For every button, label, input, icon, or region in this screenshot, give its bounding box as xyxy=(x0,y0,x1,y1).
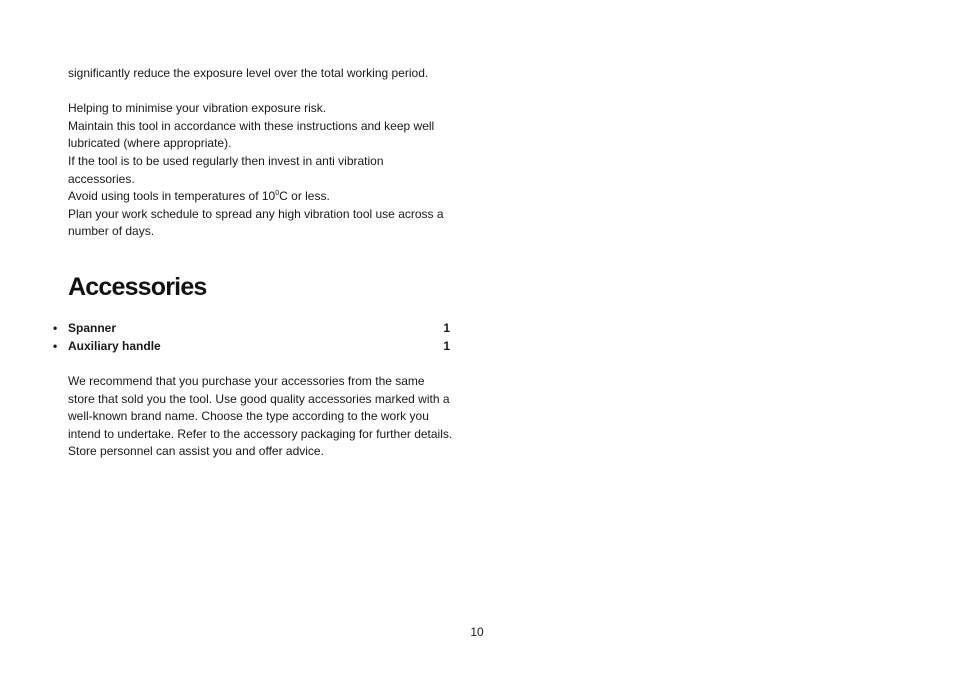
tip-text: If the tool is to be used regularly then invest in anti vibration accessories. xyxy=(68,153,384,186)
continuation-text: significantly reduce the exposure level over the total working period. xyxy=(68,66,429,80)
bullet-icon: • xyxy=(53,338,58,353)
temperature-suffix: C or less. xyxy=(279,189,330,204)
temperature-prefix: Avoid using tools in temperatures of 10 xyxy=(68,189,276,204)
tip-text: Maintain this tool in accordance with these instructions and keep well lubricated (where appropriate). xyxy=(68,118,435,151)
accessory-item xyxy=(53,320,450,338)
temperature-superscript: 0 xyxy=(275,190,280,198)
intro-section xyxy=(68,65,450,241)
accessory-name: Auxiliary handle xyxy=(68,338,161,353)
accessories-list xyxy=(53,320,450,355)
accessory-name: Spanner xyxy=(68,321,117,335)
accessory-quantity: 1 xyxy=(443,321,450,335)
accessories-recommendation: We recommend that you purchase your accessories from the same store that sold you the tool. Use good quality accessories marked with a well-known brand name. Choose the type according to the work you intend to undertake. Refer to the accessory packaging for further details. Store personnel can assist you and offer advice. xyxy=(68,374,453,459)
paragraph-gap xyxy=(68,83,450,101)
accessories-heading: Accessories xyxy=(68,273,207,301)
schedule-tip: Plan your work schedule to spread any high vibration tool use across a number of days. xyxy=(68,206,444,239)
bullet-icon: • xyxy=(53,321,58,335)
risk-heading-text: Helping to minimise your vibration exposure risk. xyxy=(68,101,327,116)
accessory-quantity: 1 xyxy=(443,338,450,353)
temperature-tip xyxy=(68,188,450,206)
accessory-item xyxy=(53,338,450,356)
page-number: 10 xyxy=(470,625,484,639)
